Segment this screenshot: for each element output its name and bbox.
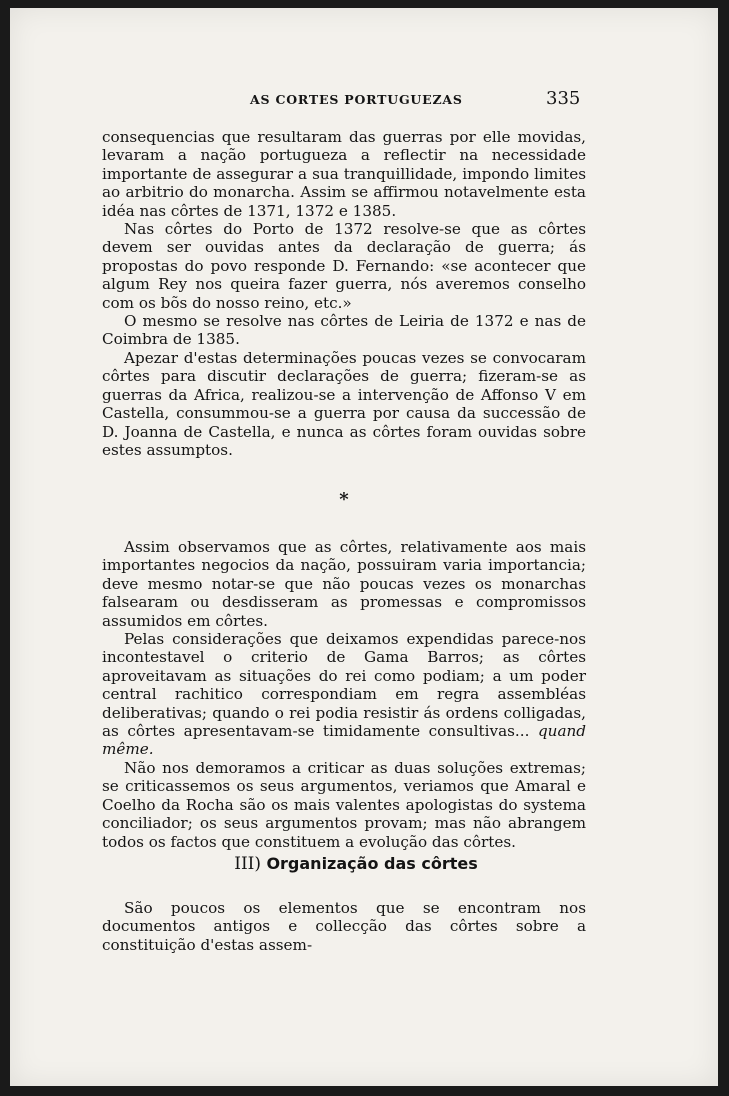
paragraph: São poucos os elementos que se encontram nos documentos antigos e collecção das côrtes sobre a constituição d'estas assem- — [102, 899, 586, 954]
paragraph: Nas côrtes do Porto de 1372 resolve-se que as côrtes devem ser ouvidas antes da declaração de guerra; ás propostas do povo responde D. Fernando: «se acontecer que algum Rey nos queira fazer guerra, nós averemos conselho com os bõs do nosso reino, etc.» — [102, 220, 586, 312]
section-heading — [2, 854, 710, 874]
text-block-middle — [102, 538, 586, 851]
running-title: AS CORTES PORTUGUEZAS — [250, 92, 463, 107]
section-numeral: III) — [234, 854, 262, 874]
section-separator: * — [339, 489, 349, 510]
paragraph: Não nos demoramos a criticar as duas soluções extremas; se criticassemos os seus argumentos, veriamos que Amaral e Coelho da Rocha são os mais valentes apologistas do systema conciliador; os seus argumentos provam; mas não abrangem todos os factos que constituem a evolução das côrtes. — [102, 758, 586, 851]
italic-phrase: quand même. — [102, 722, 586, 759]
text-block-top — [102, 128, 586, 459]
paragraph — [102, 630, 586, 759]
paragraph: Assim observamos que as côrtes, relativamente aos mais importantes negocios da nação, possuiram varia importancia; deve mesmo notar-se que não poucas vezes os monarchas falsearam ou desdisseram as promessas e compromissos assumidos em côrtes. — [102, 538, 586, 630]
paragraph: O mesmo se resolve nas côrtes de Leiria de 1372 e nas de Coimbra de 1385. — [102, 312, 586, 349]
paragraph: Apezar d'estas determinações poucas vezes se convocaram côrtes para discutir declarações de guerra; fizeram-se as guerras da Africa, realizou-se a intervenção de Affonso V em Castella, consummou-se a guerra por causa da successão de D. Joanna de Castella, e nunca as côrtes foram ouvidas sobre estes assumptos. — [102, 348, 586, 459]
running-head — [10, 90, 718, 110]
paragraph: consequencias que resultaram das guerras por elle movidas, levaram a nação portugueza a reflectir na necessidade importante de assegurar a sua tranquillidade, impondo limites ao arbitrio do monarcha. Assim se affirmou notavelmente esta idéa nas côrtes de 1371, 1372 e 1385. — [102, 128, 586, 220]
text-block-bottom — [102, 899, 586, 954]
paragraph-text: Pelas considerações que deixamos expendidas parece-nos incontestavel o criterio de Gama Barros; as côrtes aproveitavam as situações do rei como podiam; a um poder central rachitico correspondiam em regra assembléas deliberativas; quando o rei podia resistir ás ordens colligadas, as côrtes apresentavam-se timidamente consultivas... — [102, 630, 586, 741]
page-number: 335 — [546, 88, 581, 109]
book-page — [10, 8, 718, 1086]
section-title: Organização das côrtes — [266, 854, 478, 873]
